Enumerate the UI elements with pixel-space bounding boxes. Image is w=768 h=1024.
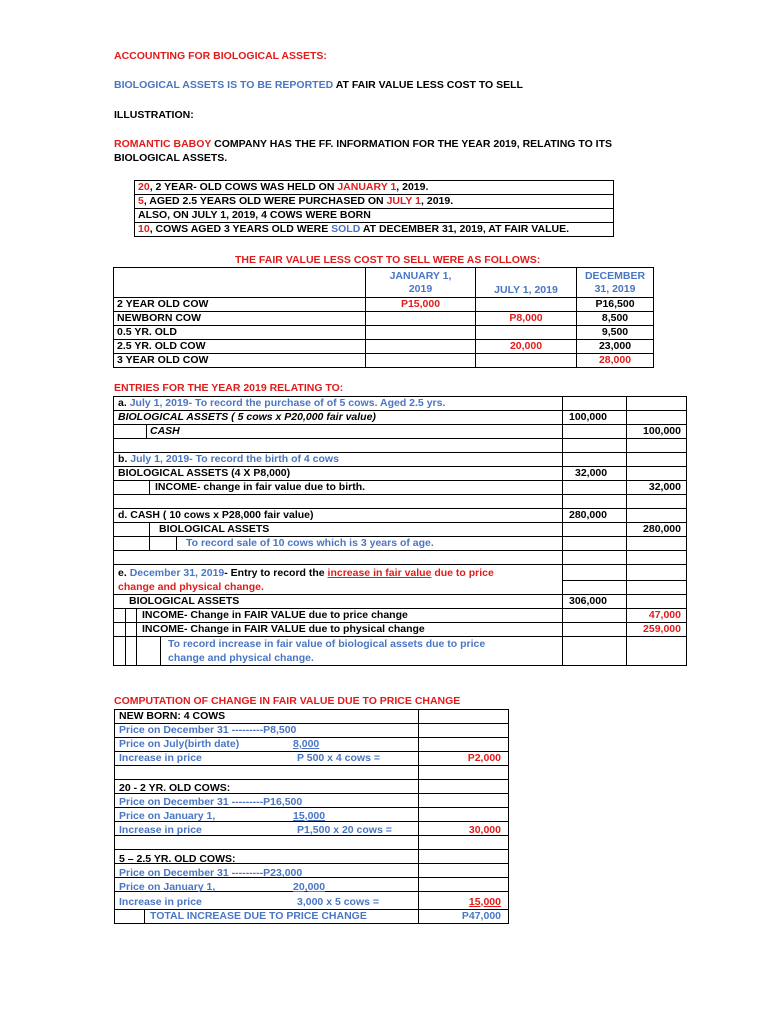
facts-date: JANUARY 1 [337, 181, 397, 193]
company-text-2: BIOLOGICAL ASSETS. [114, 152, 228, 164]
comp-s3-amt: 15,000 [468, 896, 501, 908]
fv-jan: P15,000 [366, 298, 476, 312]
facts-text: , 2019. [396, 181, 429, 193]
fv-header-jul: JULY 1, 2019 [476, 268, 577, 298]
company-intro [114, 137, 612, 151]
fv-header-dec-b: 31, 2019 [594, 282, 636, 295]
fv-row [114, 354, 654, 368]
comp-s3-l3b: 3,000 x 5 cows = [297, 896, 380, 908]
facts-sold: SOLD [331, 223, 361, 235]
facts-cell: ALSO, ON JULY 1, 2019, 4 COWS WERE BORN [135, 209, 614, 223]
fair-value-title: THE FAIR VALUE LESS COST TO SELL WERE AS FOLLOWS: [235, 254, 541, 266]
facts-text: , 2019. [421, 195, 454, 207]
facts-row [135, 223, 614, 237]
fv-header-row [114, 268, 654, 298]
fv-row [114, 298, 654, 312]
entry-e-credit1-label: INCOME- Change in FAIR VALUE due to price change [142, 609, 408, 621]
fv-row [114, 326, 654, 340]
fv-header-jan [366, 268, 476, 298]
fv-dec: 23,000 [577, 340, 654, 354]
facts-table [134, 180, 614, 237]
document-title: ACCOUNTING FOR BIOLOGICAL ASSETS: [114, 50, 327, 62]
illustration-label: ILLUSTRATION: [114, 109, 194, 121]
entry-d-note: To record sale of 10 cows which is 3 years of age. [186, 537, 434, 549]
entry-a-credit-label: CASH [150, 425, 180, 437]
fv-row [114, 312, 654, 326]
fv-header-jan-a: JANUARY 1, [389, 269, 452, 282]
entry-e-prefix: e. [118, 567, 130, 579]
company-name: ROMANTIC BABOY [114, 138, 212, 150]
entry-a-text: July 1, 2019- To record the purchase of of 5 cows. Aged 2.5 yrs. [129, 397, 446, 409]
entry-e-date: December 31, 2019 [129, 567, 225, 579]
entry-d-credit: 280,000 [643, 523, 681, 535]
comp-s1-l1: Price on December 31 ---------P8,500 [119, 724, 297, 736]
entry-b-text: July 1, 2019- To record the birth of 4 cows [130, 453, 339, 465]
fv-jul [476, 326, 577, 340]
fv-header-dec [577, 268, 654, 298]
company-text: COMPANY HAS THE FF. INFORMATION FOR THE YEAR 2019, RELATING TO ITS [211, 138, 613, 150]
subtitle-black: AT FAIR VALUE LESS COST TO SELL [333, 79, 523, 91]
entry-d-debit-label: d. CASH ( 10 cows x P28,000 fair value) [118, 509, 314, 521]
comp-s2-l3a: Increase in price [119, 824, 202, 836]
entry-e-end: due to price [431, 567, 494, 579]
entry-d-credit-label: BIOLOGICAL ASSETS [159, 523, 270, 535]
fv-header-jan-b: 2019 [408, 282, 433, 295]
entry-e-highlight: increase in fair value [327, 567, 432, 579]
facts-text: , AGED 2.5 YEARS OLD WERE PURCHASED ON [143, 195, 387, 207]
entry-a-prefix: a. [118, 397, 130, 409]
entry-e-desc [118, 566, 494, 580]
facts-cell [135, 181, 614, 195]
fv-header-blank [114, 268, 366, 298]
fv-dec: 28,000 [577, 354, 654, 368]
entry-b-credit: 32,000 [648, 481, 681, 493]
facts-cell [135, 223, 614, 237]
facts-cell [135, 195, 614, 209]
comp-total-label: TOTAL INCREASE DUE TO PRICE CHANGE [150, 910, 367, 922]
comp-s3-l3a: Increase in price [119, 896, 202, 908]
journal-table [113, 396, 687, 666]
comp-s3-l2a: Price on January 1, [119, 881, 216, 893]
fv-jan [366, 326, 476, 340]
entry-e-line2: change and physical change. [118, 581, 264, 593]
entry-b-debit-label: BIOLOGICAL ASSETS (4 X P8,000) [118, 467, 291, 479]
comp-total-amt: P47,000 [461, 910, 501, 922]
facts-text: AT DECEMBER 31, 2019, AT FAIR VALUE. [360, 223, 569, 235]
entry-e-debit-label: BIOLOGICAL ASSETS [129, 595, 240, 607]
comp-s1-l3a: Increase in price [119, 752, 202, 764]
fv-jan [366, 354, 476, 368]
entry-a-desc [118, 396, 445, 410]
fv-jul [476, 354, 577, 368]
subtitle [114, 78, 523, 92]
comp-s3-l2b: 20,000 [293, 881, 326, 893]
entry-e-credit1: 47,000 [648, 609, 681, 621]
entries-title: ENTRIES FOR THE YEAR 2019 RELATING TO: [114, 382, 344, 394]
fv-row [114, 340, 654, 354]
facts-date: JULY 1 [386, 195, 422, 207]
entry-e-note2: change and physical change. [168, 652, 314, 664]
entry-b-prefix: b. [118, 453, 131, 465]
comp-s1-l3b: P 500 x 4 cows = [297, 752, 380, 764]
entry-b-desc [118, 452, 339, 466]
fv-jan [366, 312, 476, 326]
entry-d-debit: 280,000 [569, 509, 607, 521]
fv-dec: 9,500 [577, 326, 654, 340]
fv-dec: 8,500 [577, 312, 654, 326]
fv-label: NEWBORN COW [114, 312, 366, 326]
subtitle-blue: BIOLOGICAL ASSETS IS TO BE REPORTED [114, 79, 334, 91]
facts-num: 20 [138, 181, 150, 193]
facts-row [135, 181, 614, 195]
entry-b-credit-label: INCOME- change in fair value due to birth. [155, 481, 366, 493]
comp-s1-l2b: 8,000 [293, 738, 320, 750]
facts-row [135, 195, 614, 209]
fv-jul: P8,000 [476, 312, 577, 326]
comp-s1-amt: P2,000 [467, 752, 501, 764]
facts-text: , 2 YEAR- OLD COWS WAS HELD ON [149, 181, 338, 193]
fv-header-dec-a: DECEMBER [584, 269, 646, 282]
fair-value-table [113, 267, 654, 368]
comp-s2-head: 20 - 2 YR. OLD COWS: [119, 782, 231, 794]
entry-a-debit: 100,000 [569, 411, 607, 423]
comp-s3-l1: Price on December 31 ---------P23,000 [119, 867, 303, 879]
fv-jul [476, 298, 577, 312]
facts-num: 10 [138, 223, 150, 235]
comp-s2-l2a: Price on January 1, [119, 810, 216, 822]
fv-label: 0.5 YR. OLD [114, 326, 366, 340]
entry-a-credit: 100,000 [643, 425, 681, 437]
entry-e-credit2: 259,000 [643, 623, 681, 635]
entry-e-debit: 306,000 [569, 595, 607, 607]
comp-s2-l2b: 15,000 [293, 810, 326, 822]
fv-label: 2.5 YR. OLD COW [114, 340, 366, 354]
comp-s1-head: NEW BORN: 4 COWS [119, 710, 226, 722]
comp-s3-head: 5 – 2.5 YR. OLD COWS: [119, 853, 236, 865]
comp-s2-l3b: P1,500 x 20 cows = [297, 824, 392, 836]
comp-s2-l1: Price on December 31 ---------P16,500 [119, 796, 303, 808]
computation-table [114, 709, 509, 924]
comp-s2-amt: 30,000 [468, 824, 501, 836]
fv-dec: P16,500 [577, 298, 654, 312]
entry-e-credit2-label: INCOME- Change in FAIR VALUE due to physical change [142, 623, 425, 635]
comp-s1-l2a: Price on July(birth date) [119, 738, 240, 750]
computation-title: COMPUTATION OF CHANGE IN FAIR VALUE DUE TO PRICE CHANGE [114, 695, 461, 707]
fv-label: 2 YEAR OLD COW [114, 298, 366, 312]
fv-jan [366, 340, 476, 354]
entry-a-debit-label: BIOLOGICAL ASSETS ( 5 cows x P20,000 fair value) [118, 411, 376, 423]
facts-text: , COWS AGED 3 YEARS OLD WERE [149, 223, 332, 235]
entry-e-note1: To record increase in fair value of biological assets due to price [168, 638, 486, 650]
fv-label: 3 YEAR OLD COW [114, 354, 366, 368]
facts-row [135, 209, 614, 223]
entry-e-mid: - Entry to record the [224, 567, 328, 579]
fv-jul: 20,000 [476, 340, 577, 354]
facts-num: 5 [138, 195, 144, 207]
entry-b-debit: 32,000 [575, 467, 608, 479]
